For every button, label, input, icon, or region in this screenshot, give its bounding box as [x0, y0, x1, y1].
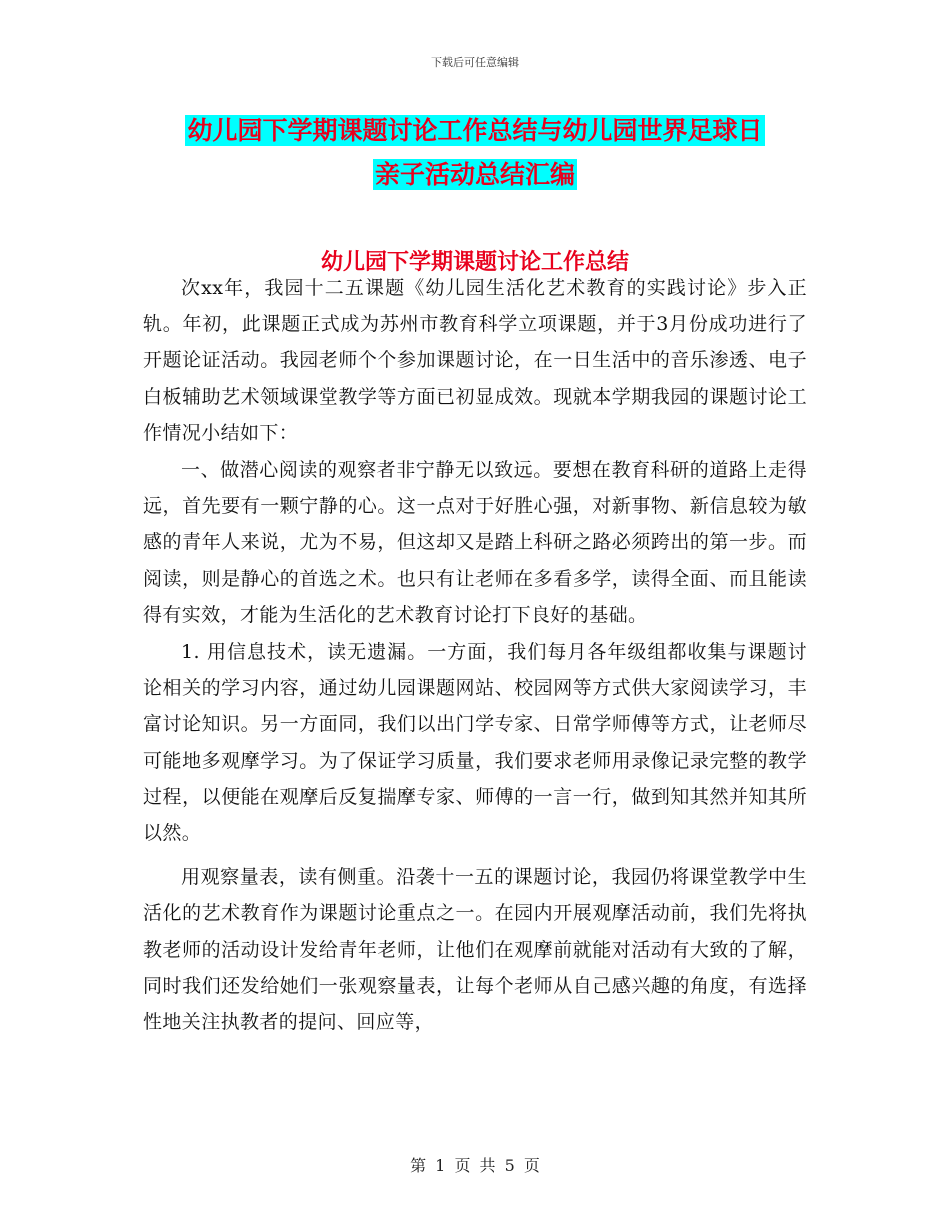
document-title-line-1-text: 幼儿园下学期课题讨论工作总结与幼儿园世界足球日 — [187, 116, 763, 145]
document-body — [143, 270, 807, 1040]
paragraph-reading-observer: 一、做潜心阅读的观察者非宁静无以致远。要想在教育科研的道路上走得远，首先要有一颗宁静的心。这一点对于好胜心强，对新事物、新信息较为敏感的青年人来说，尤为不易，但这却又是踏上科研之路必须跨出的第一步。而阅读，则是静心的首选之术。也只有让老师在多看多学，读得全面、而且能读得有实效，才能为生活化的艺术教育讨论打下良好的基础。 — [143, 459, 807, 626]
section-title: 幼儿园下学期课题讨论工作总结 — [320, 250, 629, 275]
paragraph-information-technology: 1. 用信息技术，读无遗漏。一方面，我们每月各年级组都收集与课题讨论相关的学习内容，通过幼儿园课题网站、校园网等方式供大家阅读学习，丰富讨论知识。另一方面同，我们以出门学专家、日常学师傅等方式，让老师尽可能地多观摩学习。为了保证学习质量，我们要求老师用录像记录完整的教学过程，以便能在观摩后反复揣摩专家、师傅的一言一行，做到知其然并知其所以然。 — [143, 641, 807, 845]
document-title-line-2-text: 亲子活动总结汇编 — [374, 160, 575, 189]
paragraph-observation-scale: 用观察量表，读有侧重。沿袭十一五的课题讨论，我园仍将课堂教学中生活化的艺术教育作为课题讨论重点之一。在园内开展观摩活动前，我们先将执教老师的活动设计发给青年老师，让他们在观摩前就能对活动有大致的了解，同时我们还发给她们一张观察量表，让每个老师从自己感兴趣的角度，有选择性地关注执教者的提问、回应等， — [143, 866, 807, 1034]
header-note: 下载后可任意编辑 — [431, 56, 519, 69]
document-title-line-1 — [0, 111, 950, 151]
page-number: 第 1 页 共 5 页 — [410, 1156, 540, 1175]
paragraph-intro: 次xx年，我园十二五课题《幼儿园生活化艺术教育的实践讨论》步入正轨。年初，此课题正式成为苏州市教育科学立项课题，并于3月份成功进行了开题论证活动。我园老师个个参加课题讨论，在一日生活中的音乐渗透、电子白板辅助艺术领域课堂教学等方面已初显成效。现就本学期我园的课题讨论工作情况小结如下： — [143, 277, 807, 444]
document-title-line-2 — [0, 155, 950, 195]
